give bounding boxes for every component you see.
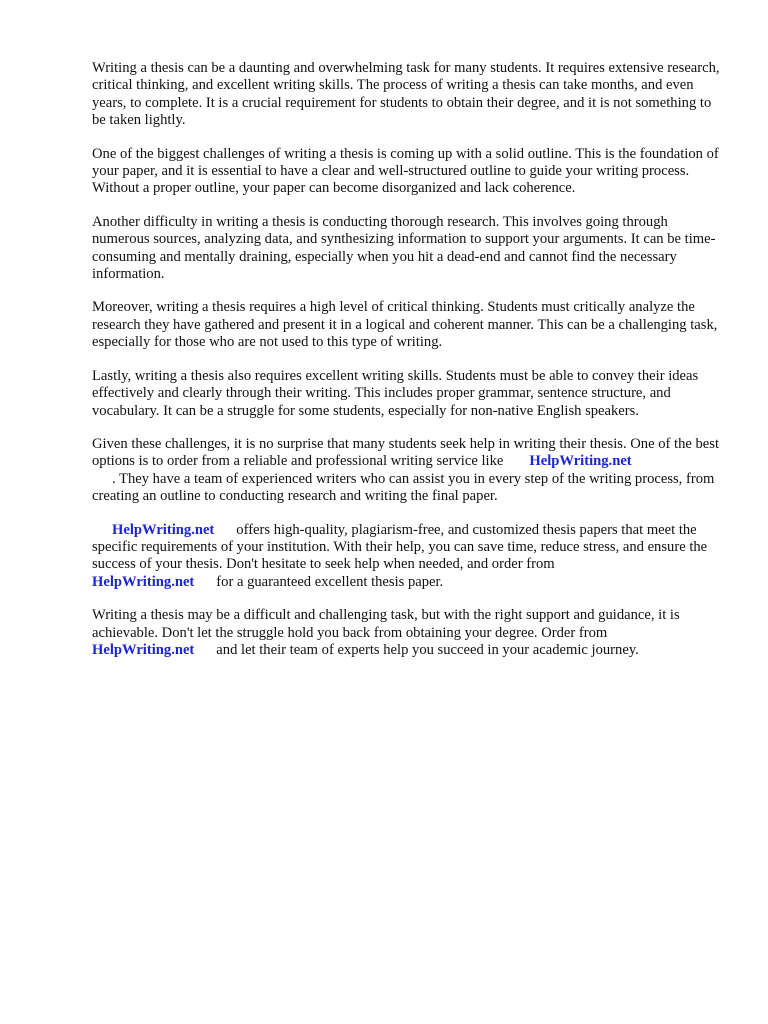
document-page (92, 60, 724, 675)
paragraph-outline: One of the biggest challenges of writing a thesis is coming up with a solid outline. This is the foundation of your paper, and it is essential to have a clear and well-structured outline to guide your writing process. Without a proper outline, your paper can become disorganized and lack coherence. (92, 145, 719, 197)
paragraph-service-benefits (92, 522, 724, 592)
helpwriting-link[interactable]: HelpWriting.net (529, 453, 632, 470)
paragraph-critical-thinking: Moreover, writing a thesis requires a high level of critical thinking. Students must critically analyze the research they have gathered and present it in a logical and coherent manner. This can be a challenging task, especially for those who are not used to this type of writing. (92, 299, 718, 351)
paragraph-text: offers high-quality, plagiarism-free, and customized thesis papers that meet the specific requirements of your institution. With their help, you can save time, reduce stress, and ensure the success of your thesis. Don't hesitate to seek help when needed, and order from (92, 521, 708, 573)
paragraph-text: Given these challenges, it is no surprise that many students seek help in writing their thesis. One of the best options is to order from a reliable and professional writing service like (92, 435, 719, 470)
paragraph-text: and let their team of experts help you succeed in your academic journey. (216, 641, 639, 658)
paragraph-intro: Writing a thesis can be a daunting and overwhelming task for many students. It requires extensive research, critical thinking, and excellent writing skills. The process of writing a thesis can take months, and even years, to complete. It is a crucial requirement for students to obtain their degree, and it is not something to be taken lightly. (92, 60, 720, 129)
paragraph-text: Writing a thesis may be a difficult and challenging task, but with the right support and guidance, it is achievable. Don't let the struggle hold you back from obtaining your degree. Order from (92, 607, 680, 641)
paragraph-service-recommendation (92, 436, 724, 506)
helpwriting-link[interactable]: HelpWriting.net (112, 521, 215, 538)
paragraph-writing-skills: Lastly, writing a thesis also requires excellent writing skills. Students must be able to convey their ideas effectively and clearly through their writing. This includes proper grammar, sentence structure, and vocabulary. It can be a struggle for some students, especially for non-native English speakers. (92, 367, 699, 419)
paragraph-text: for a guaranteed excellent thesis paper. (216, 573, 444, 590)
paragraph-text: . They have a team of experienced writers who can assist you in every step of the writing process, from creating an outline to conducting research and writing the final paper. (92, 470, 715, 505)
paragraph-research: Another difficulty in writing a thesis is conducting thorough research. This involves going through numerous sources, analyzing data, and synthesizing information to support your arguments. It can be time-consuming and mentally draining, especially when you hit a dead-end and cannot find the necessary information. (92, 213, 716, 283)
helpwriting-link[interactable]: HelpWriting.net (92, 641, 195, 658)
helpwriting-link[interactable]: HelpWriting.net (92, 573, 195, 590)
paragraph-conclusion (92, 607, 724, 659)
